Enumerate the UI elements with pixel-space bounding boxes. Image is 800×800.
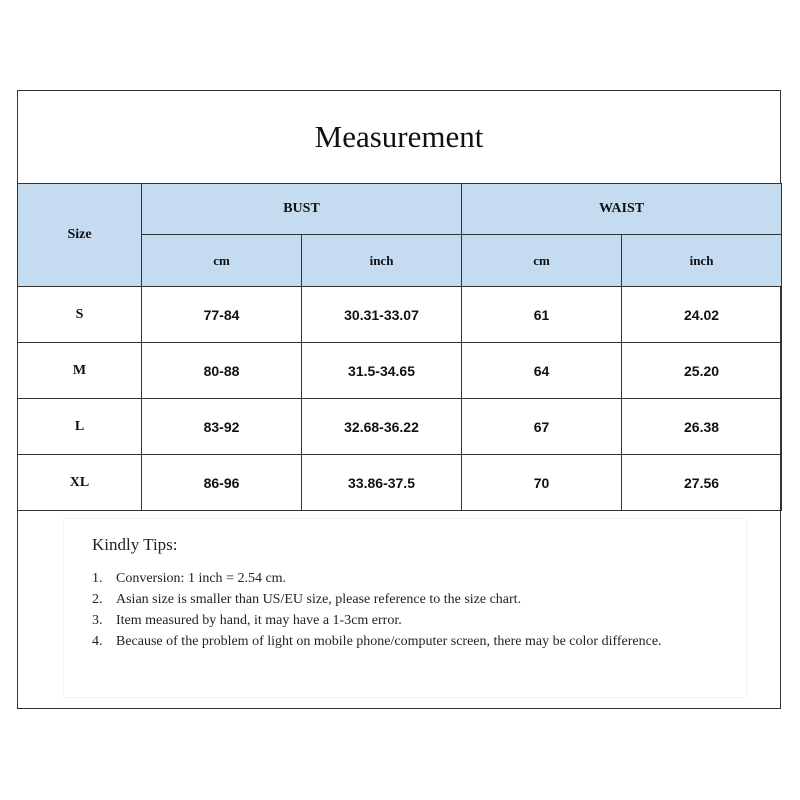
table-header-row xyxy=(18,184,782,235)
list-item xyxy=(92,631,722,652)
size-label: XL xyxy=(18,455,142,511)
tip-number: 1. xyxy=(92,571,103,586)
waist-cm-value: 64 xyxy=(462,343,622,399)
tip-text: Because of the problem of light on mobile phone/computer screen, there may be color difference. xyxy=(116,634,662,649)
bust-inch-value: 33.86-37.5 xyxy=(302,455,462,511)
tips-title: Kindly Tips: xyxy=(92,535,178,554)
tip-number: 4. xyxy=(92,634,103,649)
waist-cm-value: 67 xyxy=(462,399,622,455)
waist-inch-header: inch xyxy=(622,235,782,287)
bust-cm-header: cm xyxy=(142,235,302,287)
list-item xyxy=(92,610,722,631)
bust-inch-value: 31.5-34.65 xyxy=(302,343,462,399)
waist-group-header: WAIST xyxy=(462,184,782,235)
waist-inch-value: 25.20 xyxy=(622,343,782,399)
size-label: S xyxy=(18,287,142,343)
tip-text: Item measured by hand, it may have a 1-3cm error. xyxy=(116,613,402,628)
bust-inch-value: 32.68-36.22 xyxy=(302,399,462,455)
list-item xyxy=(92,568,722,589)
tip-number: 2. xyxy=(92,592,103,607)
table-row xyxy=(18,287,782,343)
tips-list xyxy=(92,568,722,652)
bust-inch-value: 30.31-33.07 xyxy=(302,287,462,343)
size-label: M xyxy=(18,343,142,399)
tip-text: Asian size is smaller than US/EU size, please reference to the size chart. xyxy=(116,592,522,607)
waist-inch-value: 26.38 xyxy=(622,399,782,455)
size-table xyxy=(17,183,782,511)
waist-cm-value: 61 xyxy=(462,287,622,343)
tip-number: 3. xyxy=(92,613,103,628)
table-row xyxy=(18,399,782,455)
page-title: Measurement xyxy=(314,119,484,154)
waist-cm-value: 70 xyxy=(462,455,622,511)
kindly-tips-panel xyxy=(64,519,746,697)
waist-inch-value: 27.56 xyxy=(622,455,782,511)
bust-group-header: BUST xyxy=(142,184,462,235)
list-item xyxy=(92,589,722,610)
bust-cm-value: 80-88 xyxy=(142,343,302,399)
bust-inch-header: inch xyxy=(302,235,462,287)
size-label: L xyxy=(18,399,142,455)
table-row xyxy=(18,455,782,511)
size-chart-frame xyxy=(17,90,781,709)
waist-inch-value: 24.02 xyxy=(622,287,782,343)
waist-cm-header: cm xyxy=(462,235,622,287)
table-row xyxy=(18,343,782,399)
bust-cm-value: 86-96 xyxy=(142,455,302,511)
bust-cm-value: 83-92 xyxy=(142,399,302,455)
bust-cm-value: 77-84 xyxy=(142,287,302,343)
size-column-header: Size xyxy=(18,184,142,287)
tip-text: Conversion: 1 inch = 2.54 cm. xyxy=(116,571,287,586)
